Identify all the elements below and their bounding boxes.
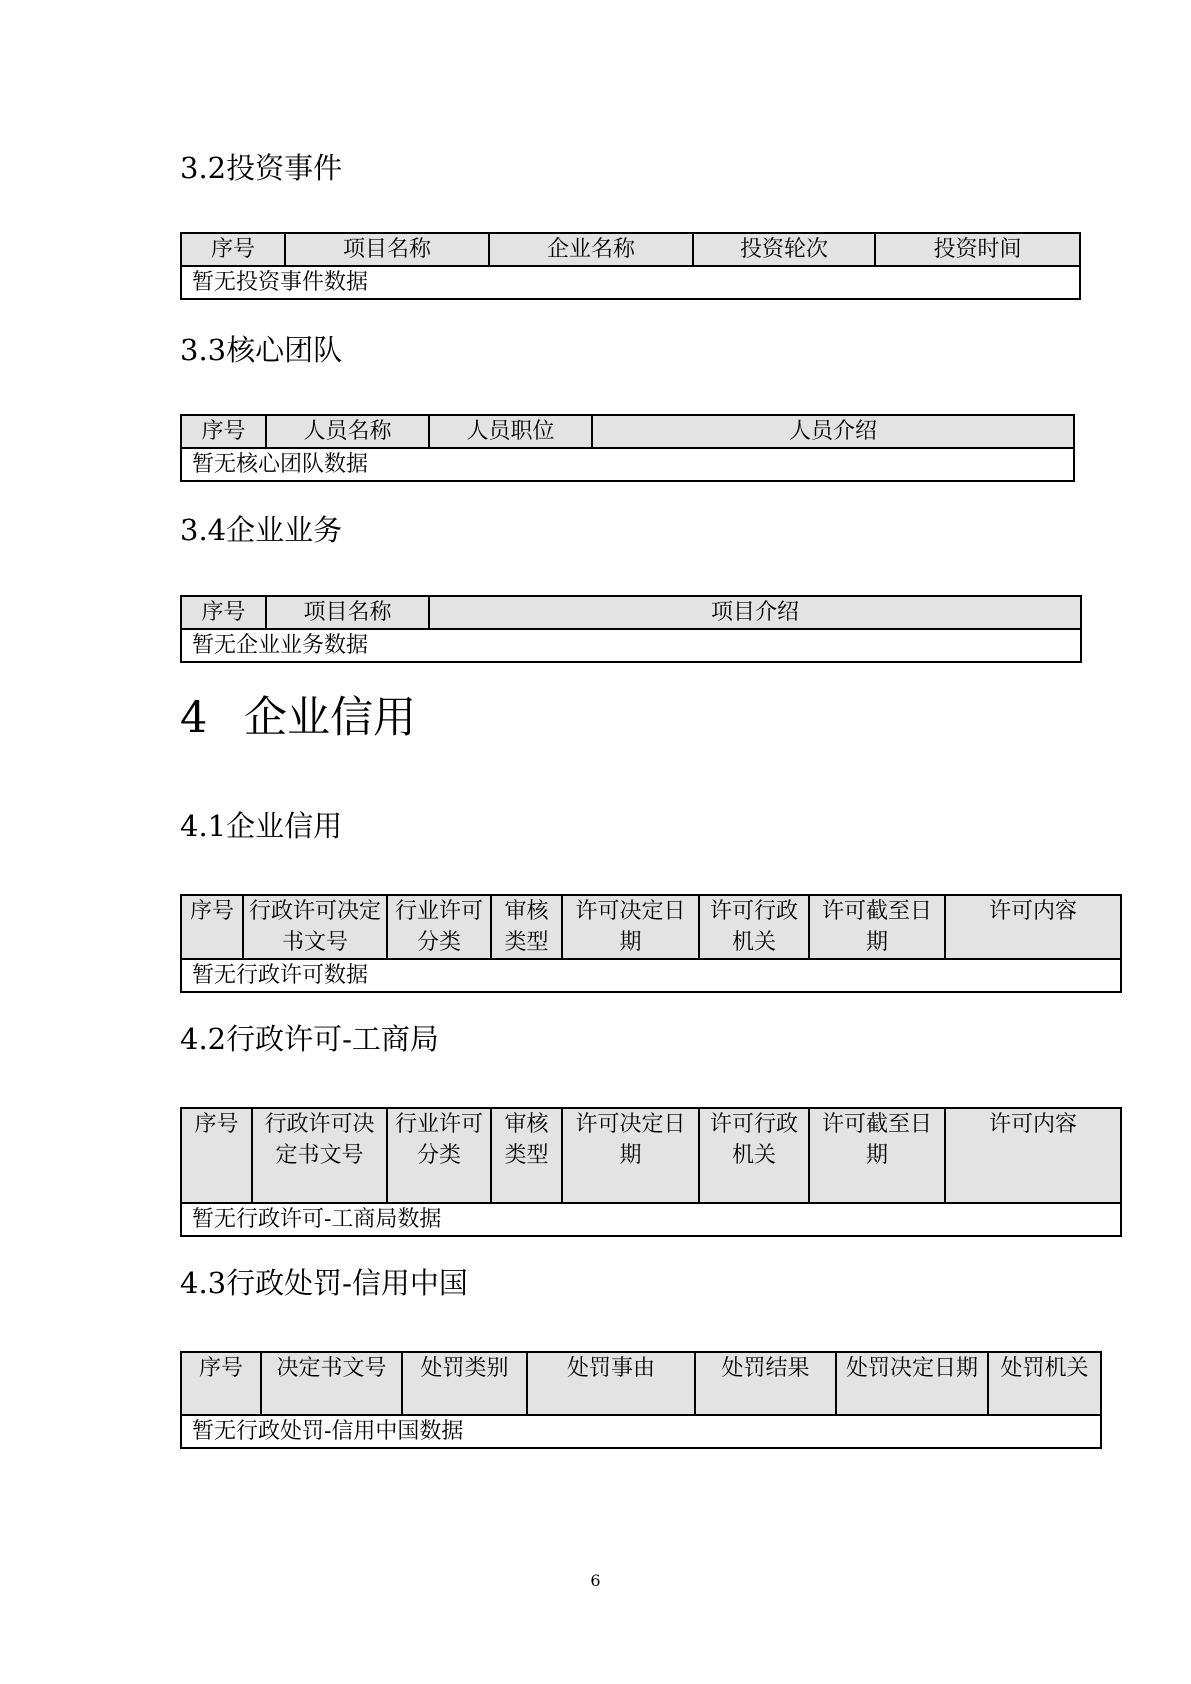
col-header: 人员职位 [429,415,592,448]
empty-row-message: 暂无行政许可-工商局数据 [181,1203,1121,1236]
col-header: 企业名称 [489,233,693,266]
section-heading-3-3: 3.3核心团队 [180,333,343,367]
col-header: 行政许可决定书文号 [252,1108,387,1203]
col-header: 序号 [181,895,243,959]
col-header: 处罚结果 [695,1352,836,1415]
col-header: 投资轮次 [693,233,875,266]
col-header: 许可内容 [945,1108,1121,1203]
col-header: 项目介绍 [429,596,1081,629]
empty-row-message: 暂无核心团队数据 [181,448,1074,481]
col-header: 许可决定日期 [562,1108,699,1203]
business-table [180,595,1082,663]
col-header: 许可行政机关 [699,895,809,959]
chapter-title: 企业信用 [244,693,416,743]
section-heading-4-3: 4.3行政处罚-信用中国 [180,1266,468,1300]
col-header: 行业许可分类 [387,1108,491,1203]
col-header: 人员介绍 [592,415,1074,448]
col-header: 处罚事由 [527,1352,695,1415]
core-team-table [180,414,1075,482]
empty-row-message: 暂无投资事件数据 [181,266,1080,299]
col-header: 序号 [181,1108,252,1203]
col-header: 许可内容 [945,895,1121,959]
empty-row-message: 暂无企业业务数据 [181,629,1081,662]
col-header: 行政许可决定书文号 [243,895,387,959]
col-header: 序号 [181,233,285,266]
admin-penalty-table [180,1351,1102,1449]
col-header: 序号 [181,1352,261,1415]
page-number: 6 [590,1571,601,1590]
col-header: 序号 [181,596,266,629]
col-header: 许可截至日期 [809,1108,945,1203]
col-header: 行业许可分类 [387,895,491,959]
section-heading-4-2: 4.2行政许可-工商局 [180,1022,439,1056]
col-header: 许可行政机关 [699,1108,809,1203]
col-header: 项目名称 [285,233,489,266]
col-header: 处罚机关 [988,1352,1101,1415]
section-heading-3-4: 3.4企业业务 [180,513,343,547]
investment-events-table [180,232,1081,300]
col-header: 审核类型 [491,895,562,959]
col-header: 投资时间 [875,233,1080,266]
empty-row-message: 暂无行政处罚-信用中国数据 [181,1415,1101,1448]
col-header: 序号 [181,415,266,448]
credit-table [180,894,1122,993]
section-heading-3-2: 3.2投资事件 [180,151,343,185]
chapter-heading-4 [180,692,416,744]
col-header: 处罚决定日期 [836,1352,988,1415]
chapter-number: 4 [180,693,208,743]
col-header: 决定书文号 [261,1352,402,1415]
empty-row-message: 暂无行政许可数据 [181,959,1121,992]
col-header: 人员名称 [266,415,429,448]
section-heading-4-1: 4.1企业信用 [180,809,343,843]
col-header: 项目名称 [266,596,429,629]
col-header: 审核类型 [491,1108,562,1203]
col-header: 处罚类别 [402,1352,527,1415]
admin-license-table [180,1107,1122,1237]
col-header: 许可截至日期 [809,895,945,959]
col-header: 许可决定日期 [562,895,699,959]
